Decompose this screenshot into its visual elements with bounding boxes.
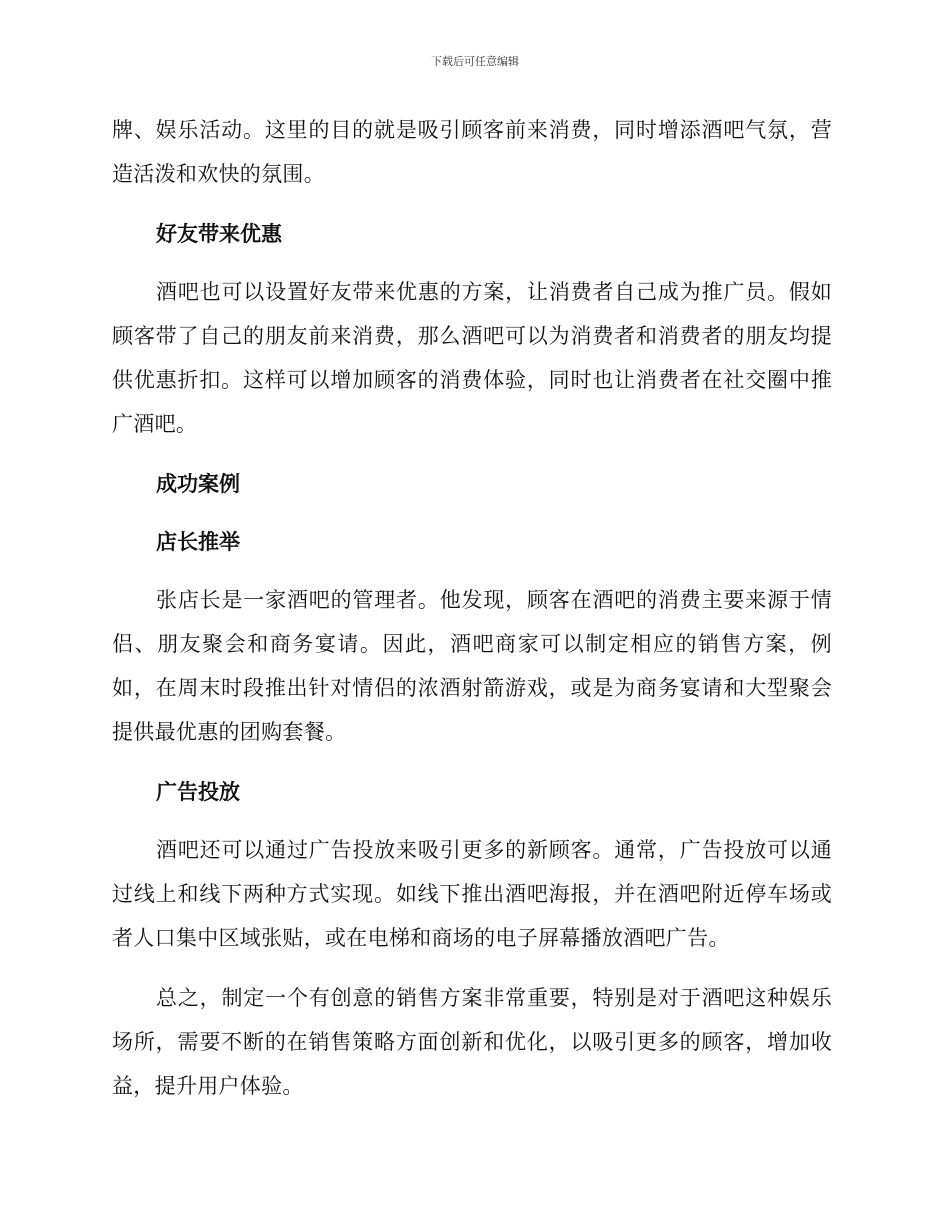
heading-manager-recommendation: 店长推举	[156, 530, 240, 554]
paragraph-friend-discount: 酒吧也可以设置好友带来优惠的方案，让消费者自己成为推广员。假如顾客带了自己的朋友前来消费，那么酒吧可以为消费者和消费者的朋友均提供优惠折扣。这样可以增加顾客的消费体验，同时也让消费者在社交圈中推广酒吧。	[112, 280, 832, 436]
page-header-note: 下载后可任意编辑	[431, 55, 519, 68]
heading-advertising: 广告投放	[156, 780, 240, 804]
heading-success-cases: 成功案例	[156, 472, 240, 496]
paragraph-advertising: 酒吧还可以通过广告投放来吸引更多的新顾客。通常，广告投放可以通过线上和线下两种方式实现。如线下推出酒吧海报，并在酒吧附近停车场或者人口集中区域张贴，或在电梯和商场的电子屏幕播放酒吧广告。	[112, 838, 832, 950]
paragraph-manager-recommendation: 张店长是一家酒吧的管理者。他发现，顾客在酒吧的消费主要来源于情侣、朋友聚会和商务宴请。因此，酒吧商家可以制定相应的销售方案，例如，在周末时段推出针对情侣的浓酒射箭游戏，或是为商务宴请和大型聚会提供最优惠的团购套餐。	[112, 588, 832, 744]
document-body	[112, 108, 832, 1124]
paragraph-summary: 总之，制定一个有创意的销售方案非常重要，特别是对于酒吧这种娱乐场所，需要不断的在销售策略方面创新和优化，以吸引更多的顾客，增加收益，提升用户体验。	[112, 986, 832, 1098]
paragraph-atmosphere: 牌、娱乐活动。这里的目的就是吸引顾客前来消费，同时增添酒吧气氛，营造活泼和欢快的氛围。	[112, 118, 832, 186]
heading-friend-discount: 好友带来优惠	[156, 222, 282, 246]
